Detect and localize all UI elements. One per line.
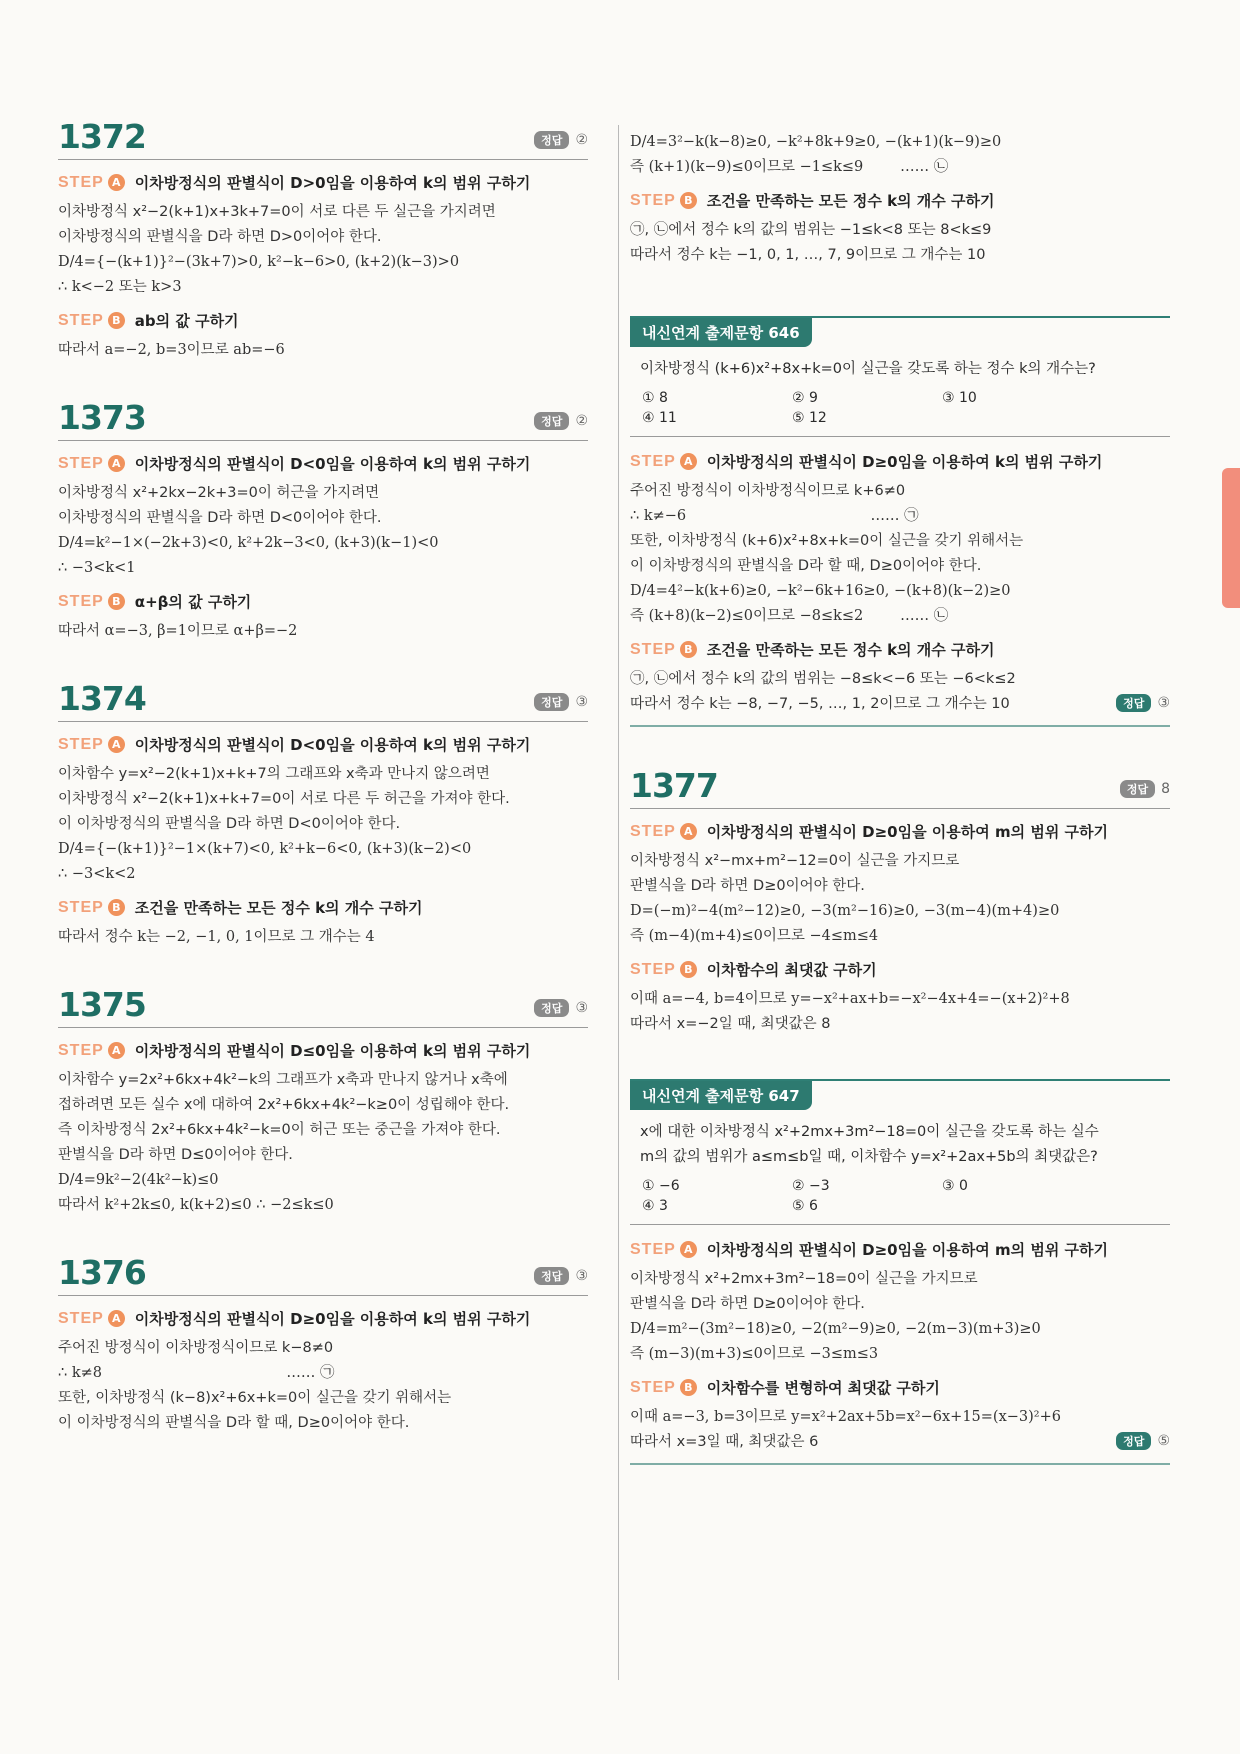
step-title: 이차방정식의 판별식이 D≥0임을 이용하여 m의 범위 구하기 [706, 823, 1108, 841]
step-a-heading [58, 453, 588, 474]
answer-label: 정답 [1116, 1432, 1151, 1450]
step-b-heading [630, 190, 1170, 211]
box-end-rule [630, 1463, 1170, 1465]
solution-line: 주어진 방정식이 이차방정식이므로 k+6≠0 [630, 483, 906, 499]
solution-line: 즉 (m−3)(m+3)≤0이므로 −3≤m≤3 [630, 1346, 879, 1362]
chapter-side-tab [1222, 468, 1240, 608]
step-letter-icon: A [108, 1310, 125, 1327]
solution-line: ∴ −3<k<1 [58, 560, 136, 576]
step-label: STEP [630, 822, 676, 840]
step-letter-icon: A [680, 1241, 697, 1258]
solution-line: 이차방정식 x²+2kx−2k+3=0이 허근을 가지려면 [58, 485, 380, 501]
problem-number: 1375 [58, 985, 146, 1024]
solution-line: D/4=3²−k(k−8)≥0, −k²+8k+9≥0, −(k+1)(k−9)≥0 [630, 134, 1002, 150]
solution-line: 이 이차방정식의 판별식을 D라 할 때, D≥0이어야 한다. [630, 558, 982, 574]
answer-label: 정답 [534, 693, 569, 711]
solution-line: 이차방정식 x²−2(k+1)x+3k+7=0이 서로 다른 두 실근을 가지려면 [58, 204, 496, 220]
step-label: STEP [58, 1041, 104, 1059]
solution-line: 이 이차방정식의 판별식을 D라 하면 D<0이어야 한다. [58, 816, 401, 832]
problem-1376 [58, 1253, 588, 1436]
step-label: STEP [630, 640, 676, 658]
right-column [630, 130, 1170, 1465]
step-letter-icon: B [680, 192, 697, 209]
answer-value: ③ [575, 1268, 588, 1284]
step-letter-icon: A [108, 1042, 125, 1059]
solution-line: 주어진 방정식이 이차방정식이므로 k−8≠0 [58, 1340, 334, 1356]
step-title: 이차함수의 최댓값 구하기 [706, 961, 877, 979]
step-b-heading [630, 1377, 1170, 1398]
step-title: 이차방정식의 판별식이 D≥0임을 이용하여 k의 범위 구하기 [134, 1310, 531, 1328]
answer-badge [534, 693, 588, 711]
answer-label: 정답 [1120, 780, 1155, 798]
linked-problem-646 [630, 316, 1170, 727]
left-column [58, 117, 588, 1436]
solution-line: D/4={−(k+1)}²−1×(k+7)<0, k²+k−6<0, (k+3)(k−2)<0 [58, 841, 472, 857]
answer-badge [1120, 780, 1170, 798]
step-b-heading [58, 310, 588, 331]
step-letter-icon: B [680, 641, 697, 658]
problem-1375 [58, 985, 588, 1218]
choice: ② −3 [792, 1178, 830, 1194]
step-title: 조건을 만족하는 모든 정수 k의 개수 구하기 [706, 641, 995, 659]
solution-line: 따라서 x=3일 때, 최댓값은 6 [630, 1434, 819, 1450]
problem-1376-continued [630, 130, 1170, 268]
step-a-heading [58, 1040, 588, 1061]
question-box [630, 1081, 1170, 1225]
step-title: α+β의 값 구하기 [134, 593, 252, 611]
solution-line: ㉠, ㉡에서 정수 k의 값의 범위는 −8≤k<−6 또는 −6<k≤2 [630, 671, 1016, 687]
step-title: ab의 값 구하기 [134, 312, 239, 330]
step-title: 조건을 만족하는 모든 정수 k의 개수 구하기 [706, 192, 995, 210]
step-b-heading [58, 591, 588, 612]
solution-line: 따라서 a=−2, b=3이므로 ab=−6 [58, 342, 285, 358]
answer-label: 정답 [534, 1267, 569, 1285]
step-title: 이차방정식의 판별식이 D≤0임을 이용하여 k의 범위 구하기 [134, 1042, 531, 1060]
choice: ⑤ 12 [792, 410, 827, 426]
problem-header [58, 117, 588, 160]
solution-line: D/4=4²−k(k+6)≥0, −k²−6k+16≥0, −(k+8)(k−2)≥0 [630, 583, 1011, 599]
step-label: STEP [630, 452, 676, 470]
step-letter-icon: B [108, 312, 125, 329]
problem-1374 [58, 679, 588, 950]
step-label: STEP [58, 735, 104, 753]
step-b-heading [630, 959, 1170, 980]
solution-line: 판별식을 D라 하면 D≥0이어야 한다. [630, 878, 865, 894]
solution-line: 즉 (m−4)(m+4)≤0이므로 −4≤m≤4 [630, 928, 879, 944]
solution-line: 판별식을 D라 하면 D≥0이어야 한다. [630, 1296, 865, 1312]
solution-line: 이차방정식 x²+2mx+3m²−18=0이 실근을 가지므로 [630, 1271, 978, 1287]
step-a-heading [58, 1308, 588, 1329]
solution-line: 이때 a=−3, b=3이므로 y=x²+2ax+5b=x²−6x+15=(x−3)²+6 [630, 1409, 1061, 1425]
step-b-heading [58, 897, 588, 918]
choice-list [642, 1178, 1170, 1214]
step-label: STEP [58, 454, 104, 472]
problem-header [630, 766, 1170, 809]
step-title: 이차방정식의 판별식이 D<0임을 이용하여 k의 범위 구하기 [134, 736, 531, 754]
step-letter-icon: B [108, 899, 125, 916]
step-label: STEP [58, 592, 104, 610]
solution-line: 판별식을 D라 하면 D≤0이어야 한다. [58, 1147, 293, 1163]
step-title: 이차방정식의 판별식이 D≥0임을 이용하여 m의 범위 구하기 [706, 1241, 1108, 1259]
step-letter-icon: B [680, 1379, 697, 1396]
step-title: 이차방정식의 판별식이 D<0임을 이용하여 k의 범위 구하기 [134, 455, 531, 473]
step-a-heading [630, 451, 1170, 472]
step-label: STEP [58, 311, 104, 329]
solution-line: 이차함수 y=2x²+6kx+4k²−k의 그래프가 x축과 만나지 않거나 x축에 [58, 1072, 508, 1088]
answer-value: ② [575, 132, 588, 148]
solution-line: 접하려면 모든 실수 x에 대하여 2x²+6kx+4k²−k≥0이 성립해야 한다. [58, 1097, 510, 1113]
choice: ② 9 [792, 390, 818, 406]
problem-header [58, 398, 588, 441]
answer-badge [534, 999, 588, 1017]
step-letter-icon: B [680, 961, 697, 978]
column-divider [618, 125, 619, 1680]
step-label: STEP [630, 1378, 676, 1396]
choice: ③ 0 [942, 1178, 968, 1194]
problem-number: 1372 [58, 117, 146, 156]
step-label: STEP [630, 191, 676, 209]
solution-line: D/4=m²−(3m²−18)≥0, −2(m²−9)≥0, −2(m−3)(m+3)≥0 [630, 1321, 1041, 1337]
step-b-heading [630, 639, 1170, 660]
solution-line: D=(−m)²−4(m²−12)≥0, −3(m²−16)≥0, −3(m−4)(m+4)≥0 [630, 903, 1060, 919]
step-title: 조건을 만족하는 모든 정수 k의 개수 구하기 [134, 899, 423, 917]
problem-1377 [630, 766, 1170, 1037]
answer-badge [1116, 694, 1170, 712]
linked-problem-647 [630, 1079, 1170, 1465]
solution-line: 이차방정식 x²−mx+m²−12=0이 실근을 가지므로 [630, 853, 960, 869]
step-label: STEP [58, 173, 104, 191]
solution-line: 또한, 이차방정식 (k−8)x²+6x+k=0이 실근을 갖기 위해서는 [58, 1390, 452, 1406]
step-letter-icon: A [108, 736, 125, 753]
solution-line: 이차함수 y=x²−2(k+1)x+k+7의 그래프와 x축과 만나지 않으려면 [58, 766, 490, 782]
answer-badge [1116, 1432, 1170, 1450]
solution-line: 이차방정식의 판별식을 D라 하면 D>0이어야 한다. [58, 229, 382, 245]
question-line: m의 값의 범위가 a≤m≤b일 때, 이차함수 y=x²+2ax+5b의 최댓값은? [640, 1149, 1098, 1165]
step-label: STEP [630, 1240, 676, 1258]
question-line: x에 대한 이차방정식 x²+2mx+3m²−18=0이 실근을 갖도록 하는 실수 [640, 1124, 1099, 1140]
step-a-heading [630, 1239, 1170, 1260]
solution-line: 따라서 α=−3, β=1이므로 α+β=−2 [58, 623, 298, 639]
solution-line: D/4=9k²−2(4k²−k)≤0 [58, 1172, 219, 1188]
choice: ④ 3 [642, 1198, 668, 1214]
answer-label: 정답 [534, 412, 569, 430]
answer-label: 정답 [1116, 694, 1151, 712]
choice: ⑤ 6 [792, 1198, 818, 1214]
step-letter-icon: A [680, 453, 697, 470]
answer-label: 정답 [534, 999, 569, 1017]
solution-line: D/4=k²−1×(−2k+3)<0, k²+2k−3<0, (k+3)(k−1)<0 [58, 535, 439, 551]
problem-number: 1373 [58, 398, 146, 437]
choice-list [642, 390, 1170, 426]
solution-line: ∴ −3<k<2 [58, 866, 136, 882]
answer-value: ⑤ [1157, 1432, 1170, 1449]
choice: ④ 11 [642, 410, 677, 426]
answer-badge [534, 131, 588, 149]
solution-line: 이 이차방정식의 판별식을 D라 할 때, D≥0이어야 한다. [58, 1415, 410, 1431]
step-label: STEP [58, 1309, 104, 1327]
answer-value: ③ [575, 694, 588, 710]
answer-badge [534, 1267, 588, 1285]
problem-header [58, 679, 588, 722]
solution-line: 이때 a=−4, b=4이므로 y=−x²+ax+b=−x²−4x+4=−(x+2)²+8 [630, 991, 1070, 1007]
question-box [630, 318, 1170, 437]
solution-line: 따라서 정수 k는 −2, −1, 0, 1이므로 그 개수는 4 [58, 929, 375, 945]
problem-number: 1377 [630, 766, 718, 805]
answer-value: 8 [1161, 781, 1170, 797]
choice: ① −6 [642, 1178, 680, 1194]
step-label: STEP [58, 898, 104, 916]
solution-line: ∴ k≠−6 …… ㉠ [630, 508, 919, 524]
solution-line: ㉠, ㉡에서 정수 k의 값의 범위는 −1≤k<8 또는 8<k≤9 [630, 222, 992, 238]
step-letter-icon: A [680, 823, 697, 840]
solution-line: 또한, 이차방정식 (k+6)x²+8x+k=0이 실근을 갖기 위해서는 [630, 533, 1024, 549]
problem-number: 1374 [58, 679, 146, 718]
question-text [640, 1120, 1170, 1170]
step-title: 이차함수를 변형하여 최댓값 구하기 [706, 1379, 940, 1397]
problem-1372 [58, 117, 588, 363]
answer-badge [534, 412, 588, 430]
solution-line: 즉 (k+1)(k−9)≤0이므로 −1≤k≤9 …… ㉡ [630, 159, 949, 175]
step-label: STEP [630, 960, 676, 978]
solution-line: 따라서 x=−2일 때, 최댓값은 8 [630, 1016, 831, 1032]
choice: ③ 10 [942, 390, 977, 406]
step-a-heading [630, 821, 1170, 842]
question-text: 이차방정식 (k+6)x²+8x+k=0이 실근을 갖도록 하는 정수 k의 개수는? [640, 361, 1096, 377]
step-a-heading [58, 734, 588, 755]
answer-value: ③ [1157, 694, 1170, 711]
box-end-rule [630, 725, 1170, 727]
step-title: 이차방정식의 판별식이 D>0임을 이용하여 k의 범위 구하기 [134, 174, 531, 192]
problem-number: 1376 [58, 1253, 146, 1292]
solution-line: 따라서 정수 k는 −8, −7, −5, …, 1, 2이므로 그 개수는 10 [630, 696, 1010, 712]
answer-value: ② [575, 413, 588, 429]
solution-line: 이차방정식 x²−2(k+1)x+k+7=0이 서로 다른 두 허근을 가져야 한다. [58, 791, 510, 807]
solution-line: ∴ k<−2 또는 k>3 [58, 279, 182, 295]
solution-line: ∴ k≠8 …… ㉠ [58, 1365, 335, 1381]
answer-value: ③ [575, 1000, 588, 1016]
choice: ① 8 [642, 390, 668, 406]
solution-line: 따라서 k²+2k≤0, k(k+2)≤0 ∴ −2≤k≤0 [58, 1197, 334, 1213]
solution-line: 즉 이차방정식 2x²+6kx+4k²−k=0이 허근 또는 중근을 가져야 한다. [58, 1122, 501, 1138]
solution-line: D/4={−(k+1)}²−(3k+7)>0, k²−k−6>0, (k+2)(k−3)>0 [58, 254, 460, 270]
solution-line: 즉 (k+8)(k−2)≤0이므로 −8≤k≤2 …… ㉡ [630, 608, 949, 624]
answer-label: 정답 [534, 131, 569, 149]
solution-line: 이차방정식의 판별식을 D라 하면 D<0이어야 한다. [58, 510, 382, 526]
step-letter-icon: A [108, 455, 125, 472]
step-a-heading [58, 172, 588, 193]
problem-1373 [58, 398, 588, 644]
step-letter-icon: A [108, 174, 125, 191]
solution-line: 따라서 정수 k는 −1, 0, 1, …, 7, 9이므로 그 개수는 10 [630, 247, 986, 263]
problem-header [58, 985, 588, 1028]
linked-problem-tag: 내신연계 출제문항 646 [630, 318, 812, 347]
step-letter-icon: B [108, 593, 125, 610]
problem-header [58, 1253, 588, 1296]
linked-problem-tag: 내신연계 출제문항 647 [630, 1081, 812, 1110]
step-title: 이차방정식의 판별식이 D≥0임을 이용하여 k의 범위 구하기 [706, 453, 1103, 471]
